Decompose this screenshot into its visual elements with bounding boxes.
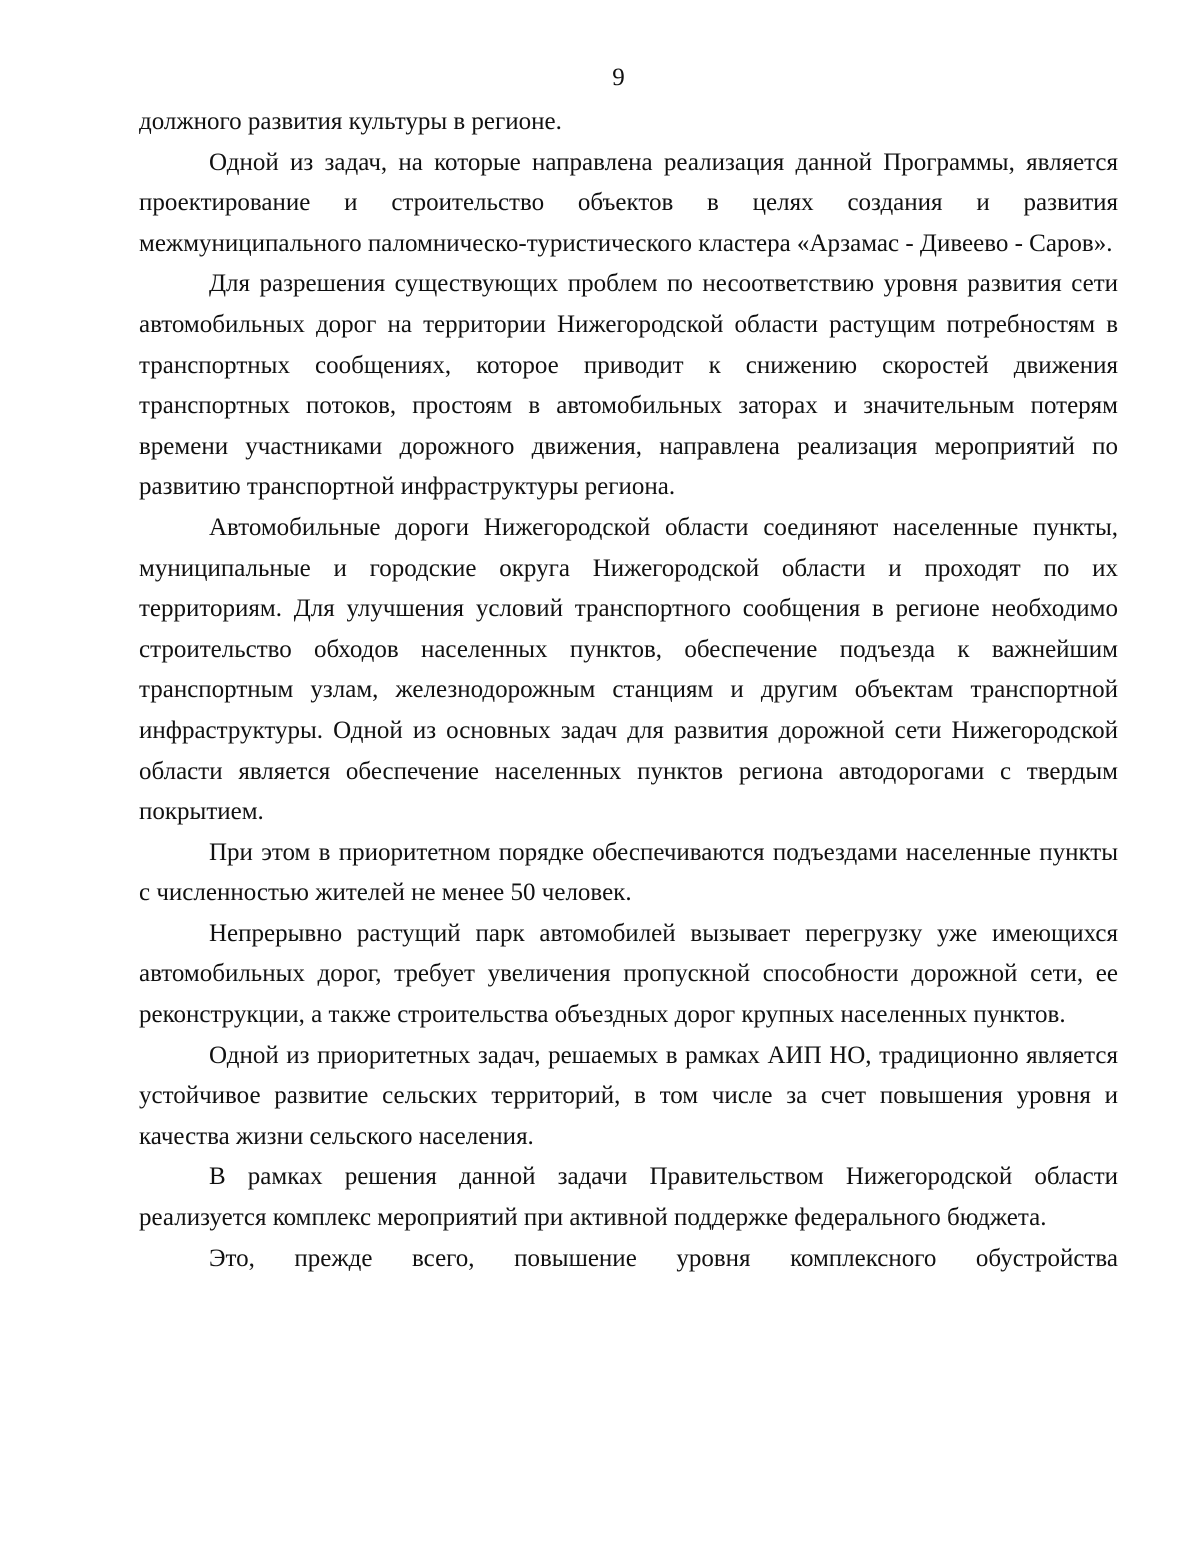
paragraph-rural-development: Одной из приоритетных задач, решаемых в рамках АИП НО, традиционно является устойчивое развитие сельских территорий, в том числе за счет повышения уровня и качества жизни сельского населения.: [139, 1041, 1118, 1150]
paragraph-federal-support: В рамках решения данной задачи Правительством Нижегородской области реализуется комплекс мероприятий при активной поддержке федерального бюджета.: [139, 1163, 1118, 1232]
paragraph-road-network-problems: Для разрешения существующих проблем по несоответствию уровня развития сети автомобильных дорог на территории Нижегородской области растущим потребностям в транспортных сообщениях, которое приводит к снижению скоростей движения транспортных потоков, простоям в автомобильных заторах и значительным потерям времени участниками дорожного движения, направлена реализация мероприятий по развитию транспортной инфраструктуры региона.: [139, 270, 1118, 501]
paragraph-pilgrimage-cluster: Одной из задач, на которые направлена реализация данной Программы, является проектирование и строительство объектов в целях создания и развития межмуниципального паломническо-туристического кластера «Арзамас - Дивеево - Саров».: [139, 148, 1118, 257]
paragraph-continuation: должного развития культуры в регионе.: [139, 108, 562, 135]
paragraph-priority-access: При этом в приоритетном порядке обеспечиваются подъездами населенные пункты с численностью жителей не менее 50 человек.: [139, 838, 1118, 907]
paragraph-regional-roads: Автомобильные дороги Нижегородской области соединяют населенные пункты, муниципальные и городские округа Нижегородской области и проходят по их территориям. Для улучшения условий транспортного сообщения в регионе необходимо строительство обходов населенных пунктов, обеспечение подъезда к важнейшим транспортным узлам, железнодорожным станциям и другим объектам транспортной инфраструктуры. Одной из основных задач для развития дорожной сети Нижегородской области является обеспечение населенных пунктов региона автодорогами с твердым покрытием.: [139, 513, 1118, 826]
page-number: 9: [612, 64, 625, 91]
paragraph-infrastructure-improvement: Это, прежде всего, повышение уровня комплексного обустройства: [209, 1244, 1118, 1272]
paragraph-vehicle-fleet-growth: Непрерывно растущий парк автомобилей вызывает перегрузку уже имеющихся автомобильных дорог, требует увеличения пропускной способности дорожной сети, ее реконструкции, а также строительства объездных дорог крупных населенных пунктов.: [139, 919, 1118, 1029]
